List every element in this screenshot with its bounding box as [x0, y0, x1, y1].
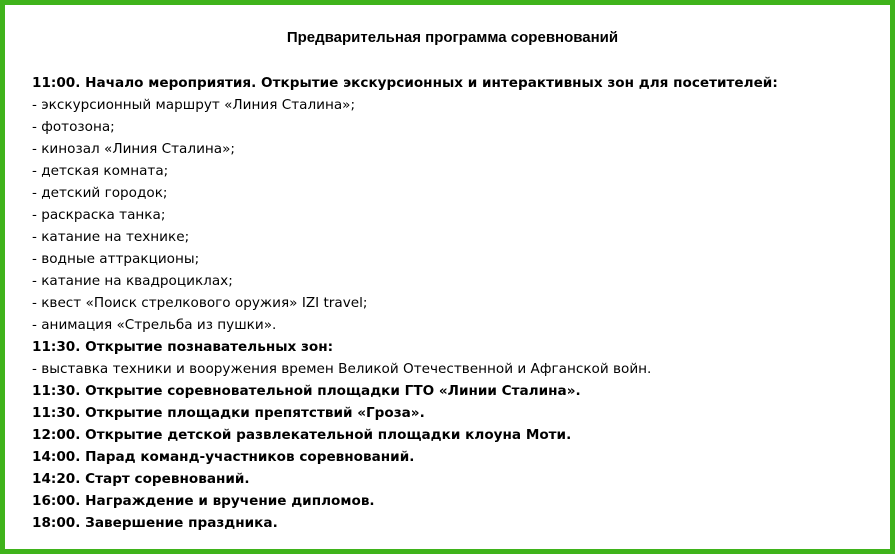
schedule-item-line: - детский городок;: [32, 185, 168, 201]
schedule-list: [32, 72, 892, 534]
schedule-heading-line: 18:00. Завершение праздника.: [32, 515, 278, 531]
schedule-item-line: - анимация «Стрельба из пушки».: [32, 317, 277, 333]
schedule-item-line: - катание на технике;: [32, 229, 190, 245]
schedule-item-line: - катание на квадроциклах;: [32, 273, 233, 289]
schedule-heading-line: 11:30. Открытие познавательных зон:: [32, 339, 334, 355]
schedule-heading-line: 11:00. Начало мероприятия. Открытие экскурсионных и интерактивных зон для посетителей:: [32, 75, 778, 91]
schedule-heading-line: 14:00. Парад команд-участников соревнований.: [32, 449, 415, 465]
schedule-heading-line: 14:20. Старт соревнований.: [32, 471, 250, 487]
schedule-item-line: - детская комната;: [32, 163, 169, 179]
schedule-item-line: - кинозал «Линия Сталина»;: [32, 141, 236, 157]
schedule-item-line: - раскраска танка;: [32, 207, 166, 223]
schedule-item-line: - фотозона;: [32, 119, 115, 135]
schedule-heading-line: 16:00. Награждение и вручение дипломов.: [32, 493, 375, 509]
schedule-item-line: - экскурсионный маршрут «Линия Сталина»;: [32, 97, 356, 113]
schedule-heading-line: 11:30. Открытие соревновательной площадки ГТО «Линии Сталина».: [32, 383, 581, 399]
schedule-heading-line: 12:00. Открытие детской развлекательной площадки клоуна Моти.: [32, 427, 572, 443]
schedule-item-line: - квест «Поиск стрелкового оружия» IZI travel;: [32, 295, 368, 311]
schedule-item-line: - водные аттракционы;: [32, 251, 200, 267]
document-title: Предварительная программа соревнований: [286, 29, 619, 46]
schedule-item-line: - выставка техники и вооружения времен Великой Отечественной и Афганской войн.: [32, 361, 652, 377]
schedule-heading-line: 11:30. Открытие площадки препятствий «Гроза».: [32, 405, 425, 421]
